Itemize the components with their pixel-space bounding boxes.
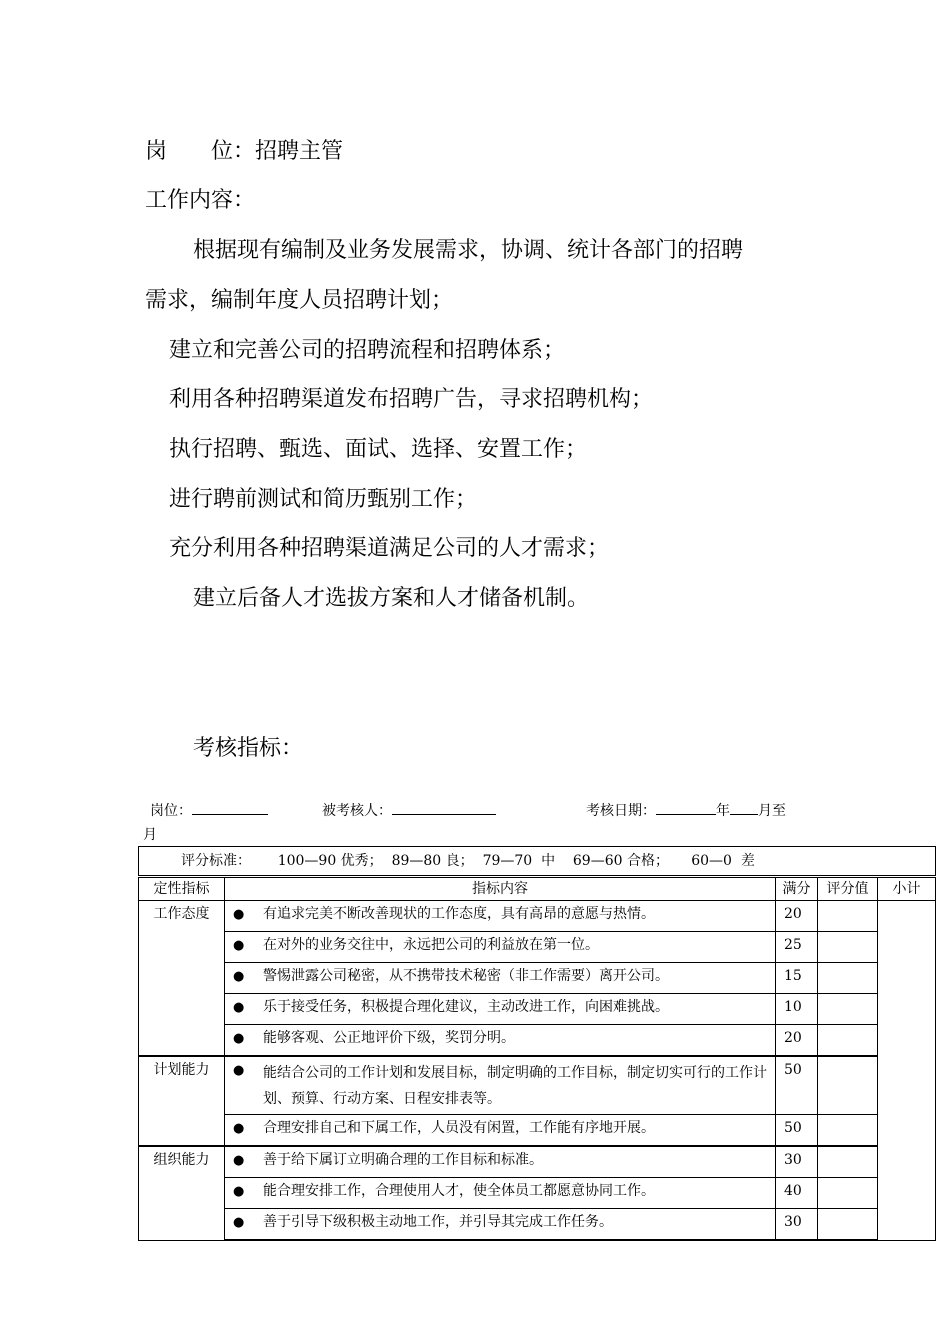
position-line [145,137,343,167]
duty-item: 建立和完善公司的招聘流程和招聘体系； [169,338,566,363]
subtotal-cell[interactable] [878,901,936,1241]
year-blank[interactable] [656,800,716,815]
duties-para1-line1: 根据现有编制及业务发展需求，协调、统计各部门的招聘 [193,238,744,263]
duties-heading: 工作内容： [145,188,256,213]
duties-para1-line2: 需求，编制年度人员招聘计划； [145,288,454,313]
table-row [139,1115,936,1147]
max-score: 15 [776,963,818,994]
content-text: 有追求完美不断改善现状的工作态度，具有高昂的意愿与热情。 [263,906,655,922]
rating-cell[interactable] [818,963,878,994]
bullet-icon: ● [233,938,245,953]
col-header: 定性指标 [139,877,225,901]
max-score: 40 [776,1178,818,1209]
position-label-b: 位： [211,139,256,164]
content-cell [225,1056,776,1115]
max-score: 25 [776,932,818,963]
rating-cell[interactable] [818,1209,878,1241]
rating-cell[interactable] [818,1056,878,1115]
content-text: 乐于接受任务，积极提合理化建议，主动改进工作，向困难挑战。 [263,999,669,1015]
content-text: 能结合公司的工作计划和发展目标，制定明确的工作目标，制定切实可行的工作计划、预算、行动方案、日程安排表等。 [263,1065,767,1107]
position-value: 招聘主管 [255,139,344,164]
content-text: 能合理安排工作，合理使用人才，使全体员工都愿意协同工作。 [263,1183,655,1199]
bullet-icon: ● [233,1215,245,1230]
month-to-label: 月至 [758,803,786,819]
duty-item: 执行招聘、甄选、面试、选择、安置工作； [169,437,588,462]
duty-item: 进行聘前测试和简历甄别工作； [169,487,478,512]
category-cell: 计划能力 [139,1056,225,1146]
duty-item: 利用各种招聘渠道发布招聘广告，寻求招聘机构； [169,387,654,412]
col-header: 指标内容 [225,877,776,901]
assessee-blank[interactable] [392,800,496,815]
col-header: 评分值 [818,877,878,901]
col-header: 满分 [776,877,818,901]
category-cell: 工作态度 [139,901,225,1057]
content-cell [225,963,776,994]
month-blank[interactable] [730,800,758,815]
rating-cell[interactable] [818,1178,878,1209]
table-row [139,932,936,963]
bullet-icon: ● [233,1184,245,1199]
assessment-heading: 考核指标： [193,736,304,761]
content-text: 警惕泄露公司秘密，从不携带技术秘密（非工作需要）离开公司。 [263,968,669,984]
content-text: 能够客观、公正地评价下级，奖罚分明。 [263,1030,515,1046]
max-score: 20 [776,1025,818,1057]
bullet-icon: ● [233,907,245,922]
col-header: 小计 [878,877,936,901]
content-cell [225,1115,776,1147]
table-row [139,901,936,932]
duty-item: 建立后备人才选拔方案和人才储备机制。 [193,586,590,611]
bullet-icon: ● [233,1063,245,1078]
rating-cell[interactable] [818,901,878,932]
year-label: 年 [716,803,730,819]
max-score: 50 [776,1056,818,1115]
date-label: 考核日期： [586,803,656,819]
content-text: 在对外的业务交往中，永远把公司的利益放在第一位。 [263,937,599,953]
max-score: 30 [776,1209,818,1241]
bullet-icon: ● [233,969,245,984]
content-cell [225,994,776,1025]
table-row [139,963,936,994]
category-cell: 组织能力 [139,1146,225,1240]
bullet-icon: ● [233,1153,245,1168]
header-row [139,877,936,901]
form-post [150,800,268,821]
bullet-icon: ● [233,1121,245,1136]
content-cell [225,1209,776,1241]
position-label-a: 岗 [145,139,168,164]
rating-cell[interactable] [818,1146,878,1178]
content-cell [225,1146,776,1178]
content-cell [225,1025,776,1057]
rating-cell[interactable] [818,1025,878,1057]
table-row [139,994,936,1025]
content-cell [225,932,776,963]
table-row [139,1056,936,1115]
form-assessee [322,800,496,821]
form-month: 月 [143,827,157,843]
table-row [139,1025,936,1057]
rating-cell[interactable] [818,932,878,963]
content-text: 善于引导下级积极主动地工作，并引导其完成工作任务。 [263,1214,613,1230]
table-row [139,1146,936,1178]
assessment-table [138,846,936,1241]
max-score: 20 [776,901,818,932]
table-row [139,1209,936,1241]
rating-cell[interactable] [818,994,878,1025]
bullet-icon: ● [233,1000,245,1015]
max-score: 50 [776,1115,818,1147]
max-score: 30 [776,1146,818,1178]
duty-item: 充分利用各种招聘渠道满足公司的人才需求； [169,536,610,561]
content-cell [225,1178,776,1209]
content-text: 善于给下属订立明确合理的工作目标和标准。 [263,1152,543,1168]
table-row [139,1178,936,1209]
max-score: 10 [776,994,818,1025]
standard-row [139,847,936,877]
post-blank[interactable] [192,800,268,815]
rating-cell[interactable] [818,1115,878,1147]
content-text: 合理安排自己和下属工作，人员没有闲置，工作能有序地开展。 [263,1120,655,1136]
bullet-icon: ● [233,1031,245,1046]
post-label: 岗位： [150,803,192,819]
form-date [586,800,786,821]
assessee-label: 被考核人： [322,803,392,819]
content-cell [225,901,776,932]
scoring-standard: 评分标准： 100—90 优秀； 89—80 良； 79—70 中 69—60 合格； 60—0 差 [139,847,936,877]
